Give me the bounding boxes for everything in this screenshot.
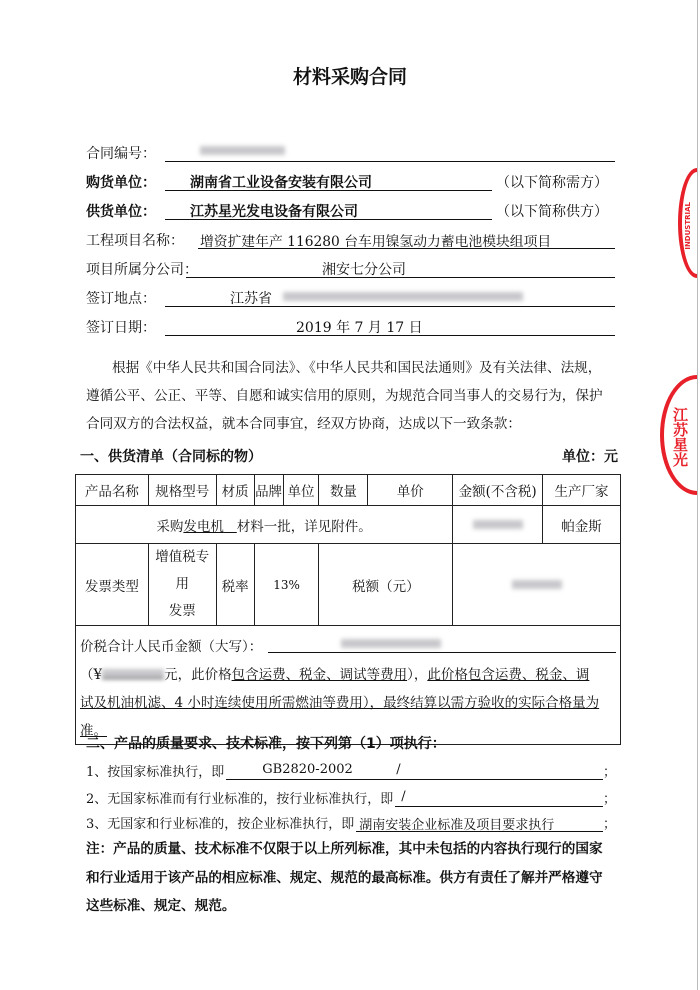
header-cell: 金额(不含税) bbox=[453, 475, 543, 506]
project-name: 增资扩建年产 116280 台车用镍氢动力蓄电池模块组项目 bbox=[200, 234, 552, 250]
table-header-row bbox=[76, 475, 621, 506]
seal-text: 江苏星光 bbox=[671, 407, 689, 467]
semicolon: ； bbox=[602, 792, 616, 807]
price-text: 元，此价格 bbox=[164, 667, 232, 683]
purchase-item: 发电机 bbox=[183, 518, 224, 535]
total-number-redacted bbox=[102, 669, 164, 679]
table-row bbox=[76, 506, 621, 544]
date-label: 签订日期： bbox=[86, 320, 156, 336]
semicolon: ； bbox=[602, 765, 616, 780]
tax-redacted bbox=[512, 580, 562, 589]
note-line-1: 注：产品的质量、技术标准不仅限于以上所列标准，其中未包括的内容执行现行的国家 bbox=[86, 841, 603, 857]
branch-name: 湘安七分公司 bbox=[322, 262, 406, 278]
header-cell: 单价 bbox=[368, 475, 453, 506]
total-label: 价税合计人民币金额（大写）： bbox=[80, 639, 263, 655]
tax-value-cell bbox=[453, 544, 621, 626]
date-value: 2019 年 7 月 17 日 bbox=[296, 320, 423, 336]
price-includes-2: 此价格包含运费、税金、调 bbox=[427, 667, 590, 683]
project-label: 工程项目名称： bbox=[86, 233, 184, 249]
page-title: 材料采购合同 bbox=[292, 66, 407, 88]
standard-3-line bbox=[356, 813, 603, 832]
standard-1-line bbox=[226, 761, 603, 780]
standard-1-slash: / bbox=[396, 762, 401, 777]
invoice-type-cell bbox=[148, 544, 216, 626]
standard-2-value: / bbox=[401, 789, 406, 804]
header-cell: 规格型号 bbox=[148, 475, 216, 506]
header-cell: 材质 bbox=[216, 475, 254, 506]
standard-3-value: 湖南安装企业标准及项目要求执行 bbox=[359, 818, 555, 833]
header-cell: 数量 bbox=[319, 475, 368, 506]
invoice-type-label: 发票类型 bbox=[76, 544, 149, 626]
purchase-prefix: 采购 bbox=[156, 518, 184, 535]
total-line bbox=[268, 652, 616, 653]
company-seal-bottom bbox=[660, 375, 697, 495]
amount-cell bbox=[453, 506, 543, 544]
place-label: 签订地点： bbox=[86, 291, 156, 307]
supply-table bbox=[75, 474, 621, 745]
invoice-type-line: 发票 bbox=[168, 603, 196, 619]
semicolon: ； bbox=[602, 817, 616, 832]
intro-line-3: 合同双方的合法权益，就本合同事宜，经双方协商，达成以下一致条款： bbox=[86, 416, 521, 432]
price-includes: 包含运费、税金、调试等费用 bbox=[231, 667, 408, 683]
header-cell: 产品名称 bbox=[76, 475, 149, 506]
standard-2-label: 2、无国家标准而有行业标准的，按行业标准执行，即 bbox=[86, 792, 394, 807]
header-cell: 单位 bbox=[283, 475, 319, 506]
place-redacted bbox=[283, 292, 523, 301]
total-line-2 bbox=[80, 663, 589, 683]
total-cell bbox=[76, 626, 621, 745]
total-line-4: 准。 bbox=[80, 723, 107, 739]
amount-redacted bbox=[473, 520, 523, 529]
seal-text: INDUSTRIAL bbox=[684, 202, 692, 250]
header-cell: 生产厂家 bbox=[543, 475, 621, 506]
seller-name: 江苏星光发电设备有限公司 bbox=[190, 204, 358, 220]
branch-label: 项目所属分公司： bbox=[86, 262, 198, 278]
standard-1-row bbox=[86, 760, 616, 780]
note-line-2: 和行业适用于该产品的相应标准、规定、规范的最高标准。供方有责任了解并严格遵守 bbox=[86, 870, 603, 886]
intro-line-2: 遵循公平、公正、平等、自愿和诚实信用的原则，为规范合同当事人的交易行为，保护 bbox=[86, 388, 603, 404]
table-row bbox=[76, 626, 621, 745]
yuan-sign: （¥ bbox=[80, 667, 103, 683]
table-row bbox=[76, 544, 621, 626]
standard-2-row bbox=[86, 787, 616, 807]
header-cell: 品牌 bbox=[254, 475, 283, 506]
buyer-name: 湖南省工业设备安装有限公司 bbox=[190, 175, 372, 191]
purchase-desc-cell bbox=[76, 506, 453, 544]
unit-label: 单位：元 bbox=[562, 449, 618, 465]
rate-value: 13% bbox=[254, 544, 319, 626]
seller-note: （以下简称供方） bbox=[496, 204, 608, 220]
section1-heading: 一、供货清单（合同标的物） bbox=[80, 449, 262, 465]
rate-label: 税率 bbox=[216, 544, 254, 626]
seller-label: 供货单位： bbox=[86, 204, 156, 220]
buyer-label: 购货单位： bbox=[86, 175, 156, 191]
standard-3-label: 3、无国家和行业标准的，按企业标准执行，即 bbox=[86, 817, 355, 832]
contract-no-line bbox=[165, 161, 615, 162]
intro-line-1: 根据《中华人民共和国合同法》、《中华人民共和国民法通则》及有关法律、法规， bbox=[112, 360, 602, 376]
purchase-suffix: 材料一批，详见附件。 bbox=[236, 518, 372, 535]
invoice-type-line: 增值税专用 bbox=[155, 549, 210, 592]
standard-3-row bbox=[86, 812, 616, 832]
standard-2-line bbox=[395, 788, 603, 807]
company-seal-top bbox=[678, 168, 697, 278]
standard-1-label: 1、按国家标准执行，即 bbox=[86, 765, 225, 780]
page-edge bbox=[697, 0, 698, 990]
total-words-redacted bbox=[341, 639, 441, 648]
contract-no-label: 合同编号： bbox=[86, 146, 156, 162]
standard-1-value: GB2820-2002 bbox=[262, 762, 353, 777]
tax-label: 税额（元） bbox=[319, 544, 453, 626]
contract-no-redacted bbox=[200, 146, 285, 155]
buyer-note: （以下简称需方） bbox=[496, 175, 608, 191]
total-line-3: 试及机油机滤、4 小时连续使用所需燃油等费用），最终结算以需方验收的实际合格量为 bbox=[80, 695, 600, 711]
note-line-3: 这些标准、规定、规范。 bbox=[86, 898, 236, 914]
maker-cell: 帕金斯 bbox=[543, 506, 621, 544]
section2-heading: 二、产品的质量要求、技术标准，按下列第（1）项执行： bbox=[86, 736, 446, 752]
place-value: 江苏省 bbox=[230, 291, 272, 307]
price-text: ）， bbox=[407, 667, 428, 683]
